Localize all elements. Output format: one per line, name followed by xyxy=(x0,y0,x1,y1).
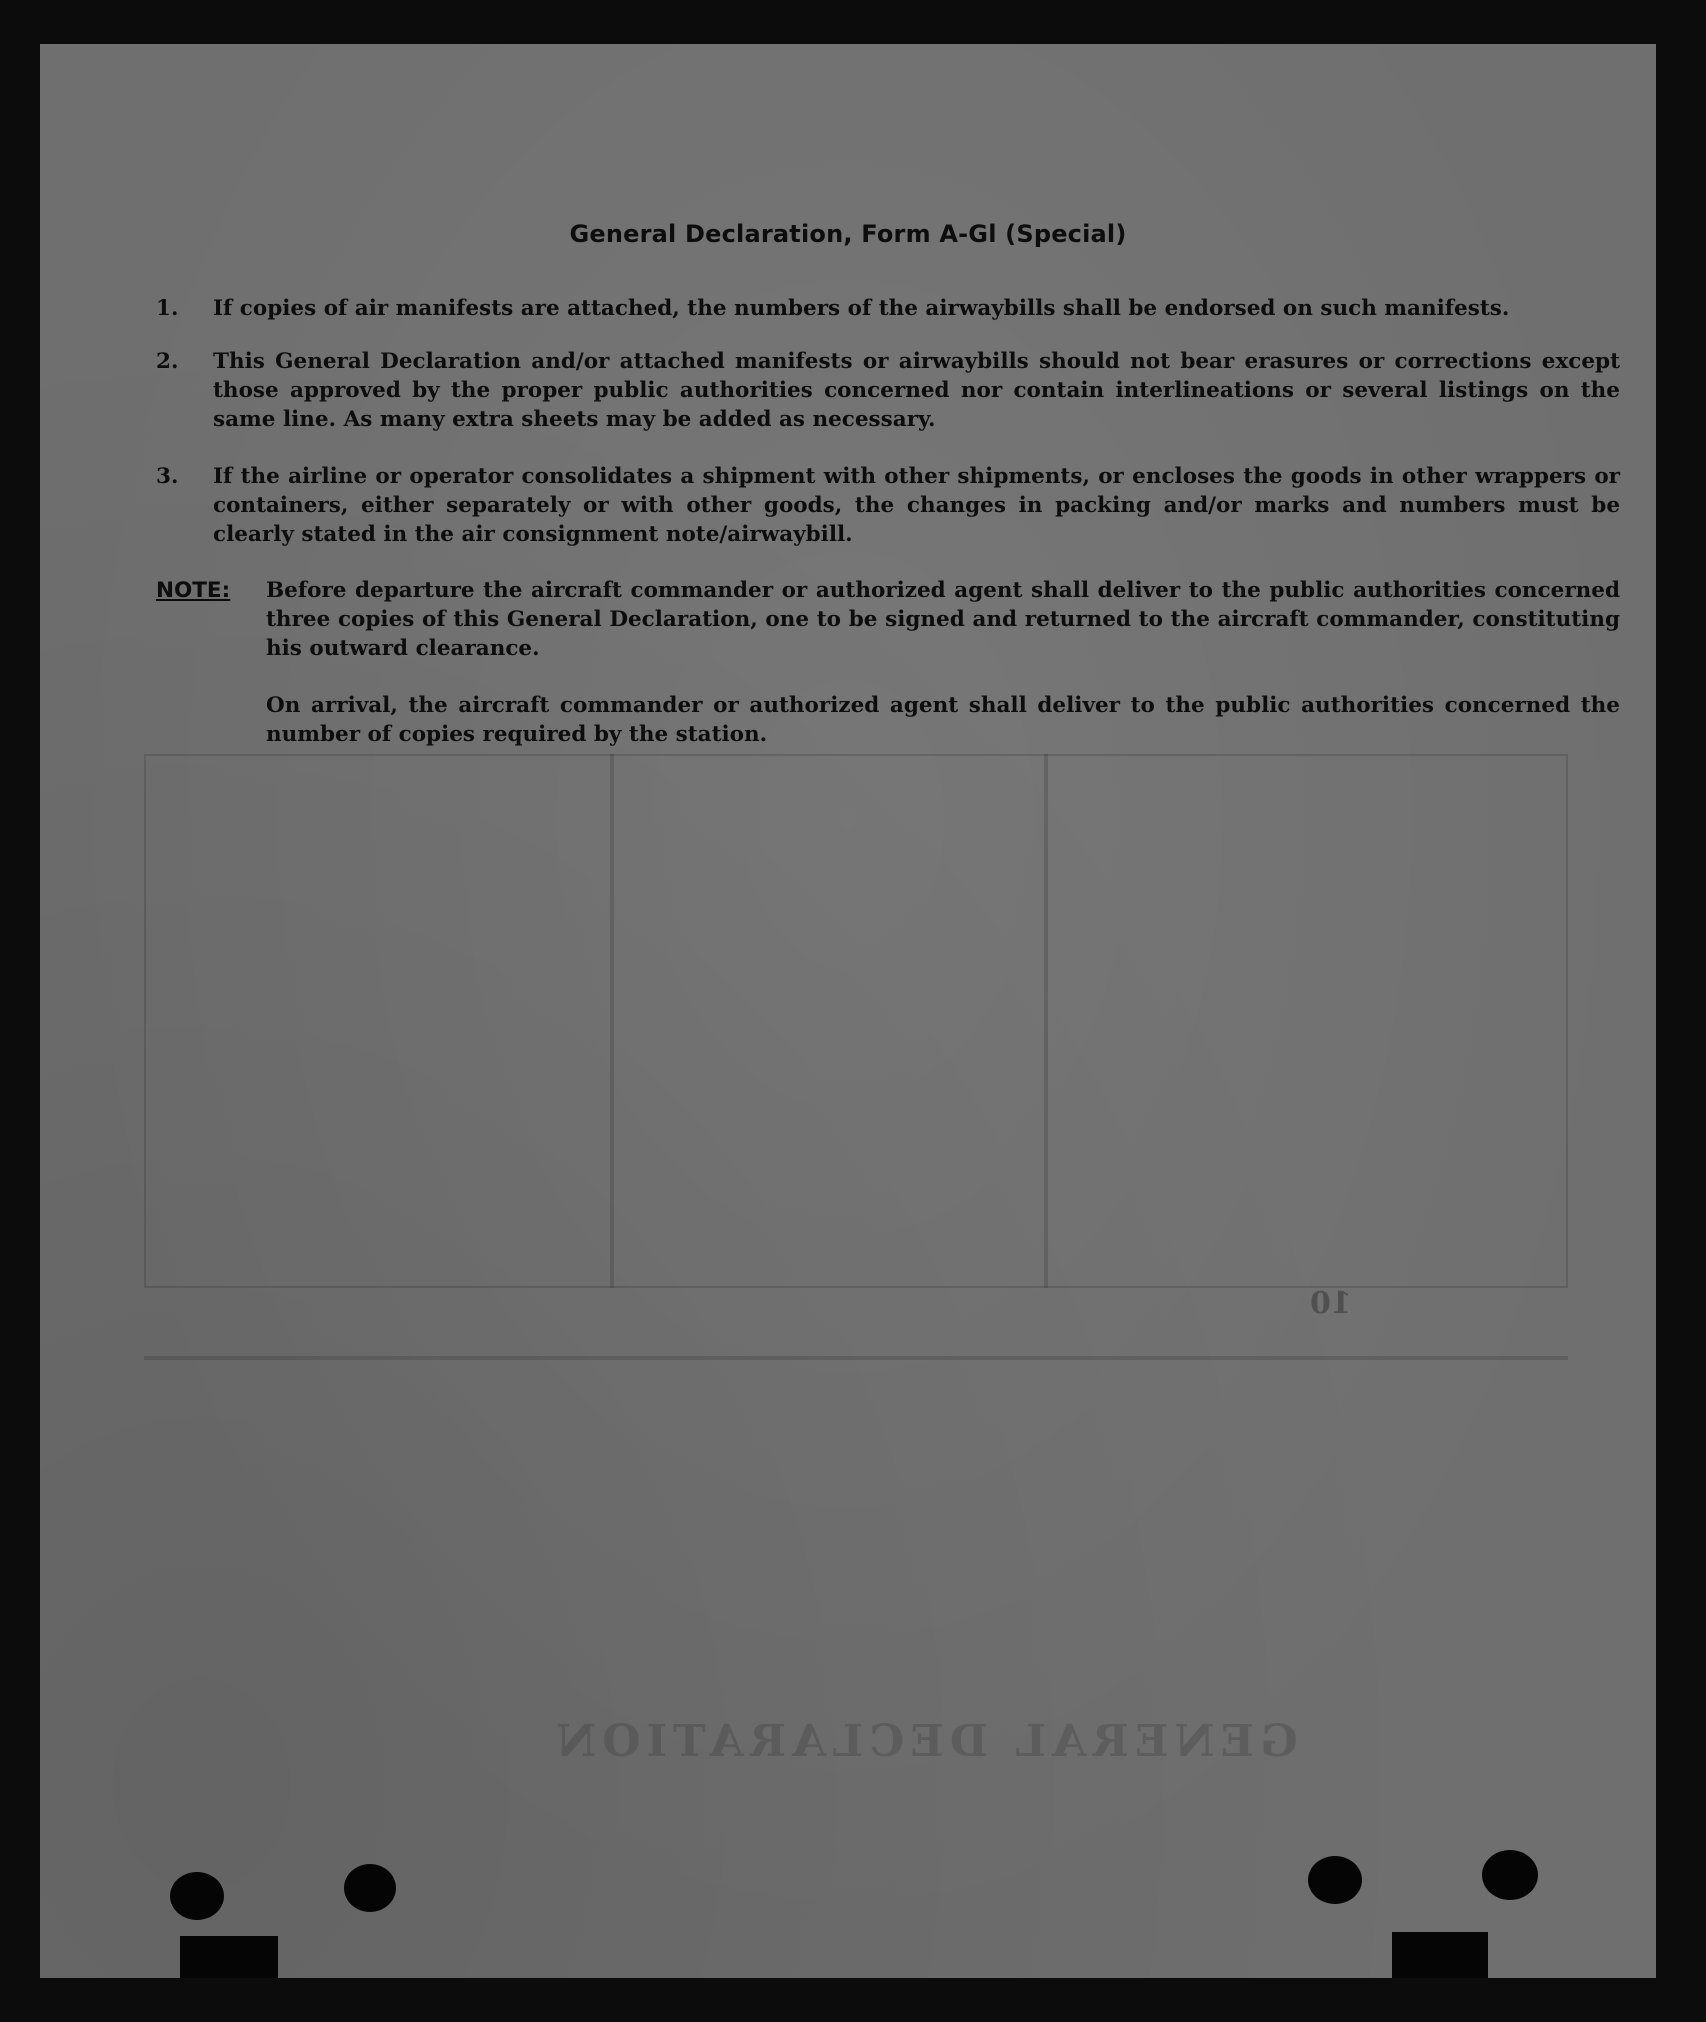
note-block-continued xyxy=(156,691,1620,749)
instruction-item-2 xyxy=(156,347,1620,434)
instruction-item-3 xyxy=(156,462,1620,549)
instruction-item-1 xyxy=(156,294,1620,323)
bleed-through-table xyxy=(144,754,1568,1288)
item-text: If copies of air manifests are attached, the numbers of the airwaybills shall be endorsed on such manifests. xyxy=(213,296,1510,321)
note-paragraph-1: Before departure the aircraft commander or authorized agent shall deliver to the public authorities concerned three copies of this General Declaration, one to be signed and returned to the aircraft commander, constituting his outward clearance. xyxy=(266,578,1620,661)
item-text: This General Declaration and/or attached manifests or airwaybills should not bear erasures or corrections except those approved by the proper public authorities concerned nor contain interlineations or several listings on the same line. As many extra sheets may be added as necessary. xyxy=(213,349,1620,432)
bleed-through-mirrored-title: GENERAL DECLARATION xyxy=(550,1716,1298,1767)
edge-tab xyxy=(1392,1932,1488,1978)
bleed-through-rule xyxy=(144,1356,1568,1360)
note-label: NOTE: xyxy=(156,578,231,603)
item-number: 2. xyxy=(156,349,179,374)
document-title: General Declaration, Form A-Gl (Special) xyxy=(569,220,1127,248)
punch-hole xyxy=(170,1872,224,1920)
edge-tab xyxy=(180,1936,278,1978)
note-block xyxy=(156,576,1620,663)
punch-hole xyxy=(1308,1856,1362,1904)
item-text: If the airline or operator consolidates a shipment with other shipments, or encloses the goods in other wrappers or containers, either separately or with other goods, the changes in packing and/or marks and numbers must be clearly stated in the air consignment note/airwaybill. xyxy=(213,464,1620,547)
document-page xyxy=(40,44,1656,1978)
note-paragraph-2: On arrival, the aircraft commander or authorized agent shall deliver to the public authorities concerned the number of copies required by the station. xyxy=(266,693,1620,747)
bleed-through-table-divider xyxy=(610,754,614,1288)
punch-hole xyxy=(344,1864,396,1912)
punch-hole xyxy=(1482,1850,1538,1900)
bleed-through-footer-number: 10 xyxy=(1310,1286,1352,1321)
item-number: 1. xyxy=(156,296,179,321)
bleed-through-table-divider xyxy=(1044,754,1048,1288)
item-number: 3. xyxy=(156,464,179,489)
